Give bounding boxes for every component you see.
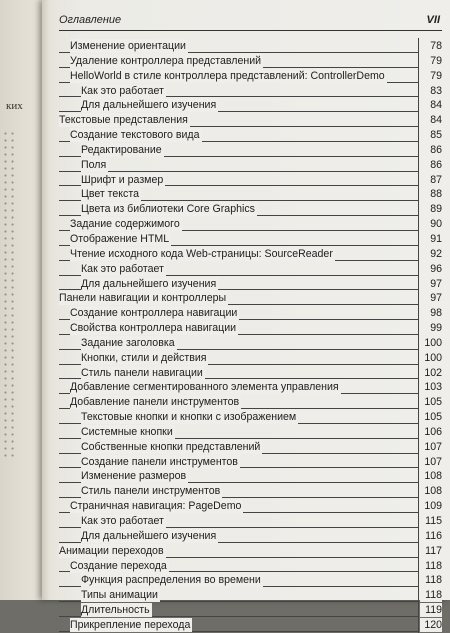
toc-entry: [59, 544, 442, 559]
toc-entry: [59, 514, 442, 529]
toc-page-separator: [418, 127, 419, 143]
toc-page-separator: [418, 186, 419, 202]
toc-entry-page: 96: [420, 262, 442, 276]
toc-entry-title: Чтение исходного кода Web-страницы: SourceReader: [70, 247, 333, 260]
toc-entry-title: Типы анимации: [81, 589, 158, 602]
toc-entry-page: 86: [420, 143, 442, 157]
previous-page-dot-column: [2, 130, 16, 460]
toc-entry: [59, 573, 442, 588]
toc-entry: [59, 98, 442, 113]
toc-entry: [59, 351, 442, 366]
toc-entry: [59, 217, 442, 232]
toc-entry-title: Создание контроллера навигации: [70, 307, 238, 320]
toc-entry: [59, 499, 442, 514]
toc-page-separator: [418, 53, 419, 69]
toc-entry-title: Цвет текста: [81, 188, 139, 201]
toc-entry-page: 118: [420, 588, 442, 602]
toc-page-separator: [418, 97, 419, 113]
toc-entry-title: Свойства контроллера навигации: [70, 322, 237, 335]
toc-page-separator: [418, 617, 419, 633]
toc-entry-title: Текстовые кнопки и кнопки с изображением: [81, 411, 297, 424]
toc-entry-page: 83: [420, 84, 442, 98]
toc-entry-page: 108: [420, 484, 442, 498]
toc-page-separator: [418, 350, 419, 366]
toc-entry-title: Шрифт и размер: [81, 173, 164, 186]
book-page: [42, 0, 450, 631]
toc-entry-title: Отображение HTML: [70, 232, 170, 245]
toc-entry-page: 87: [420, 173, 442, 187]
toc-page-separator: [418, 38, 419, 54]
toc-entry-title: Как это работает: [81, 262, 164, 275]
toc-entry-title: Редактирование: [81, 143, 162, 156]
toc-leader-line: [59, 171, 418, 172]
toc-entry: [59, 618, 442, 633]
toc-entry-page: 90: [420, 217, 442, 231]
toc-entry-page: 117: [420, 544, 442, 558]
toc-entry-title: Кнопки, стили и действия: [81, 351, 207, 364]
toc-entry-page: 91: [420, 232, 442, 246]
toc-entry: [59, 455, 442, 470]
toc-page-separator: [418, 142, 419, 158]
toc-entry-title: Цвета из библиотеки Core Graphics: [81, 203, 255, 216]
toc-entry: [59, 603, 442, 618]
toc-entry-page: 78: [420, 39, 442, 53]
toc-entry: [59, 54, 442, 69]
toc-page-separator: [418, 290, 419, 306]
toc-entry: [59, 559, 442, 574]
toc-entry: [59, 410, 442, 425]
toc-entry-page: 97: [420, 291, 442, 305]
toc-entry-title: HelloWorld в стиле контроллера представлений: ControllerDemo: [70, 69, 385, 82]
toc-page-separator: [418, 320, 419, 336]
toc-entry-title: Стиль панели навигации: [81, 366, 203, 379]
toc-entry-title: Прикрепление перехода: [70, 618, 191, 631]
toc-page-separator: [418, 231, 419, 247]
toc-entry-page: 79: [420, 54, 442, 68]
toc-entry-page: 85: [420, 128, 442, 142]
toc-entry: [59, 158, 442, 173]
toc-entry-title: Задание содержимого: [70, 218, 180, 231]
toc-entry-title: Для дальнейшего изучения: [81, 529, 217, 542]
toc-entry-page: 108: [420, 469, 442, 483]
toc-entry: [59, 173, 442, 188]
toc-entry-title: Системные кнопки: [81, 425, 173, 438]
toc-entry-title: Стиль панели инструментов: [81, 485, 221, 498]
toc-entry-page: 99: [420, 321, 442, 335]
toc-entry: [59, 143, 442, 158]
toc-entry-title: Создание панели инструментов: [81, 455, 238, 468]
toc-entry-page: 84: [420, 113, 442, 127]
toc-entry-page: 105: [420, 395, 442, 409]
toc-entry-page: 86: [420, 158, 442, 172]
toc-entry: [59, 529, 442, 544]
toc-entry-page: 92: [420, 247, 442, 261]
toc-entry: [59, 291, 442, 306]
toc-entry-page: 102: [420, 366, 442, 380]
toc-page-separator: [418, 365, 419, 381]
toc-entry-page: 100: [420, 351, 442, 365]
toc-entry-page: 118: [420, 573, 442, 587]
toc-entry-page: 120: [420, 618, 442, 632]
toc-entry-page: 109: [420, 499, 442, 513]
toc-entry-title: Как это работает: [81, 515, 164, 527]
toc-entry-title: Страничная навигация: PageDemo: [70, 500, 242, 513]
toc-page-separator: [418, 483, 419, 499]
toc-entry-title: Как это работает: [81, 84, 164, 97]
toc-entry-page: 118: [420, 559, 442, 573]
toc-page-separator: [418, 112, 419, 128]
toc-entry: [59, 84, 442, 99]
toc-entry: [59, 247, 442, 262]
toc-entry: [59, 202, 442, 217]
toc-entry: [59, 469, 442, 484]
toc-entry-title: Для дальнейшего изучения: [81, 277, 217, 290]
toc-entry: [59, 113, 442, 128]
toc-page-separator: [418, 513, 419, 529]
toc-page-separator: [418, 543, 419, 559]
toc-entry: [59, 380, 442, 395]
toc-entry-title: Добавление сегментированного элемента управления: [70, 381, 339, 394]
toc-page-separator: [418, 572, 419, 588]
toc-entry-title: Длительность: [81, 604, 150, 617]
toc-entry: [59, 395, 442, 410]
toc-entry: [59, 440, 442, 455]
toc-page-separator: [418, 216, 419, 232]
toc-entry-page: 89: [420, 202, 442, 216]
toc-page-separator: [418, 528, 419, 544]
toc-page-separator: [418, 305, 419, 321]
toc-entry-title: Текстовые представления: [59, 114, 188, 127]
toc-page-separator: [418, 439, 419, 455]
toc-page-separator: [418, 394, 419, 410]
page-header: [59, 12, 442, 31]
toc-entry-title: Собственные кнопки представлений: [81, 440, 261, 453]
toc-page-separator: [418, 276, 419, 292]
toc-entry: [59, 262, 442, 277]
toc-entry: [59, 366, 442, 381]
toc-entry-title: Создание перехода: [70, 559, 167, 572]
toc-entry: [59, 187, 442, 202]
toc-entry: [59, 128, 442, 143]
toc-entry-title: Поля: [81, 158, 107, 171]
toc-page-separator: [418, 172, 419, 188]
toc-page-separator: [418, 246, 419, 262]
toc-entry-page: 84: [420, 98, 442, 112]
toc-entry: [59, 277, 442, 292]
toc-page-separator: [418, 379, 419, 395]
toc-page-separator: [418, 68, 419, 84]
toc-entry-page: 97: [420, 277, 442, 291]
toc-entry-page: 106: [420, 425, 442, 439]
toc-page-separator: [418, 602, 419, 618]
previous-page-text-fragment: ких: [6, 100, 23, 112]
toc-entry-page: 116: [420, 529, 442, 543]
toc-entry-title: Функция распределения во времени: [81, 574, 261, 587]
toc-entry: [59, 588, 442, 603]
toc-page-separator: [418, 335, 419, 351]
toc-entry-title: Задание заголовка: [81, 336, 175, 349]
toc-entry-page: 79: [420, 69, 442, 83]
toc-entry-page: 100: [420, 336, 442, 350]
toc-page-separator: [418, 558, 419, 574]
toc-entry: [59, 232, 442, 247]
toc-page-separator: [418, 454, 419, 470]
toc-page-separator: [418, 157, 419, 173]
header-page-number: VII: [426, 14, 440, 26]
toc-page-separator: [418, 424, 419, 440]
toc-entry-title: Изменение ориентации: [70, 40, 186, 52]
toc-entry: [59, 69, 442, 84]
toc-entry: [59, 425, 442, 440]
toc-entry: [59, 336, 442, 351]
toc-page-separator: [418, 409, 419, 425]
toc-page-separator: [418, 498, 419, 514]
toc-entry-title: Создание текстового вида: [70, 129, 200, 142]
toc-entry-title: Добавление панели инструментов: [70, 396, 240, 409]
toc-entry-title: Панели навигации и контроллеры: [59, 292, 227, 305]
toc-page-separator: [418, 83, 419, 99]
toc-entry-page: 119: [420, 603, 442, 617]
table-of-contents: [59, 39, 442, 633]
toc-page-separator: [418, 261, 419, 277]
toc-entry-page: 115: [420, 514, 442, 528]
toc-entry: [59, 39, 442, 54]
toc-entry-page: 103: [420, 380, 442, 394]
toc-entry: [59, 306, 442, 321]
toc-entry-page: 88: [420, 187, 442, 201]
toc-page-separator: [418, 468, 419, 484]
toc-entry-title: Анимации переходов: [59, 544, 164, 557]
header-title: Оглавление: [59, 14, 122, 26]
toc-entry-page: 107: [420, 455, 442, 469]
toc-entry-title: Удаление контроллера представлений: [70, 54, 262, 67]
toc-page-separator: [418, 587, 419, 603]
toc-entry-page: 98: [420, 306, 442, 320]
toc-entry: [59, 321, 442, 336]
toc-entry-page: 105: [420, 410, 442, 424]
toc-entry-page: 107: [420, 440, 442, 454]
toc-entry-title: Изменение размеров: [81, 470, 187, 483]
toc-page-separator: [418, 201, 419, 217]
toc-entry: [59, 484, 442, 499]
toc-entry-title: Для дальнейшего изучения: [81, 99, 217, 112]
